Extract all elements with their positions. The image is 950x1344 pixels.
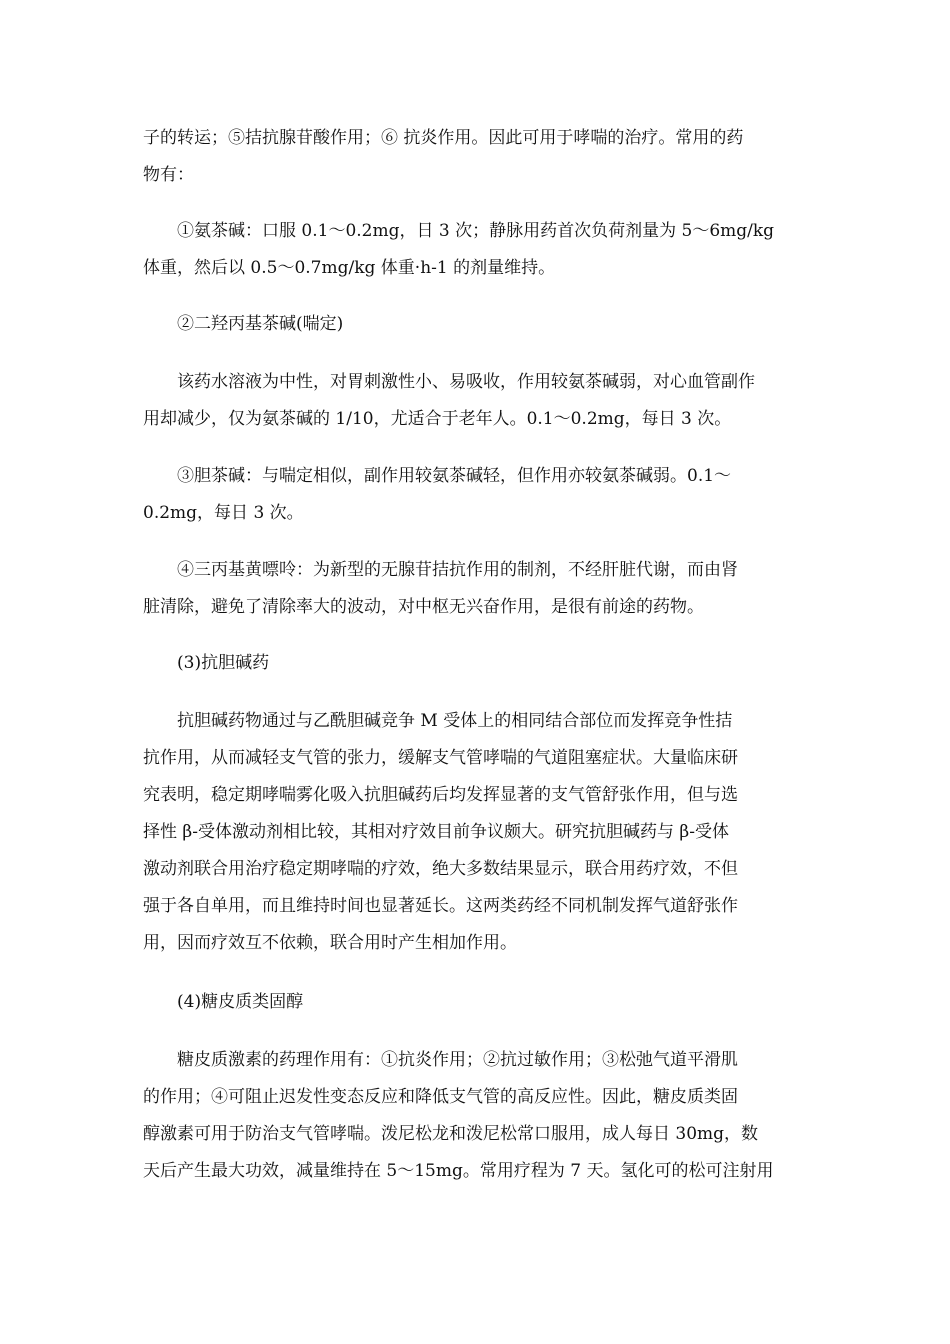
text-line: 体重，然后以 0.5～0.7mg/kg 体重·h-1 的剂量维持。: [143, 258, 556, 278]
text-line: 天后产生最大功效，减量维持在 5～15mg。常用疗程为 7 天。氢化可的松可注射用: [143, 1161, 774, 1181]
paragraph-anticholinergics: [143, 703, 808, 962]
text-line: ③胆茶碱：与喘定相似，副作用较氨茶碱轻，但作用亦较氨茶碱弱。0.1～: [177, 466, 732, 486]
paragraph-diprophylline: [143, 364, 808, 438]
text-line: ④三丙基黄嘌呤：为新型的无腺苷拮抗作用的制剂，不经肝脏代谢，而由肾: [177, 560, 738, 580]
text-line: (4)糖皮质类固醇: [177, 992, 304, 1012]
paragraph-glucocorticoids: [143, 1042, 808, 1190]
text-line: ①氨茶碱：口服 0.1～0.2mg，日 3 次；静脉用药首次负荷剂量为 5～6mg/kg: [177, 221, 775, 241]
paragraph-choline-theophyllinate: [143, 458, 808, 532]
text-line: 脏清除，避免了清除率大的波动，对中枢无兴奋作用，是很有前途的药物。: [143, 597, 704, 617]
paragraph-aminophylline: [143, 213, 808, 287]
text-line: 子的转运；⑤拮抗腺苷酸作用；⑥ 抗炎作用。因此可用于哮喘的治疗。常用的药: [143, 128, 744, 148]
text-line: 强于各自单用，而且维持时间也显著延长。这两类药经不同机制发挥气道舒张作: [143, 896, 738, 916]
text-line: 的作用；④可阻止迟发性变态反应和降低支气管的高反应性。因此，糖皮质类固: [143, 1087, 738, 1107]
text-line: 用却减少，仅为氨茶碱的 1/10，尤适合于老年人。0.1～0.2mg，每日 3 次。: [143, 409, 732, 429]
text-line: 择性 β-受体激动剂相比较，其相对疗效目前争议颇大。研究抗胆碱药与 β-受体: [143, 822, 729, 842]
section-heading-anticholinergics: [143, 645, 808, 682]
text-line: 该药水溶液为中性，对胃刺激性小、易吸收，作用较氨茶碱弱，对心血管副作: [177, 372, 755, 392]
text-line: 抗胆碱药物通过与乙酰胆碱竞争 M 受体上的相同结合部位而发挥竞争性拮: [177, 711, 733, 731]
text-line: (3)抗胆碱药: [177, 653, 270, 673]
paragraph-diprophylline-heading: [143, 306, 808, 343]
text-line: 物有：: [143, 165, 194, 185]
text-line: ②二羟丙基茶碱(喘定): [177, 314, 344, 334]
paragraph-theophylline-intro: [143, 120, 808, 194]
text-line: 用，因而疗效互不依赖，联合用时产生相加作用。: [143, 933, 517, 953]
text-line: 究表明，稳定期哮喘雾化吸入抗胆碱药后均发挥显著的支气管舒张作用，但与选: [143, 785, 738, 805]
paragraph-enprofylline: [143, 552, 808, 626]
text-line: 抗作用，从而减轻支气管的张力，缓解支气管哮喘的气道阻塞症状。大量临床研: [143, 748, 738, 768]
text-line: 糖皮质激素的药理作用有：①抗炎作用；②抗过敏作用；③松弛气道平滑肌: [177, 1050, 738, 1070]
text-line: 0.2mg，每日 3 次。: [143, 503, 304, 523]
section-heading-glucocorticoids: [143, 984, 808, 1021]
text-line: 激动剂联合用治疗稳定期哮喘的疗效，绝大多数结果显示，联合用药疗效，不但: [143, 859, 738, 879]
text-line: 醇激素可用于防治支气管哮喘。泼尼松龙和泼尼松常口服用，成人每日 30mg，数: [143, 1124, 759, 1144]
